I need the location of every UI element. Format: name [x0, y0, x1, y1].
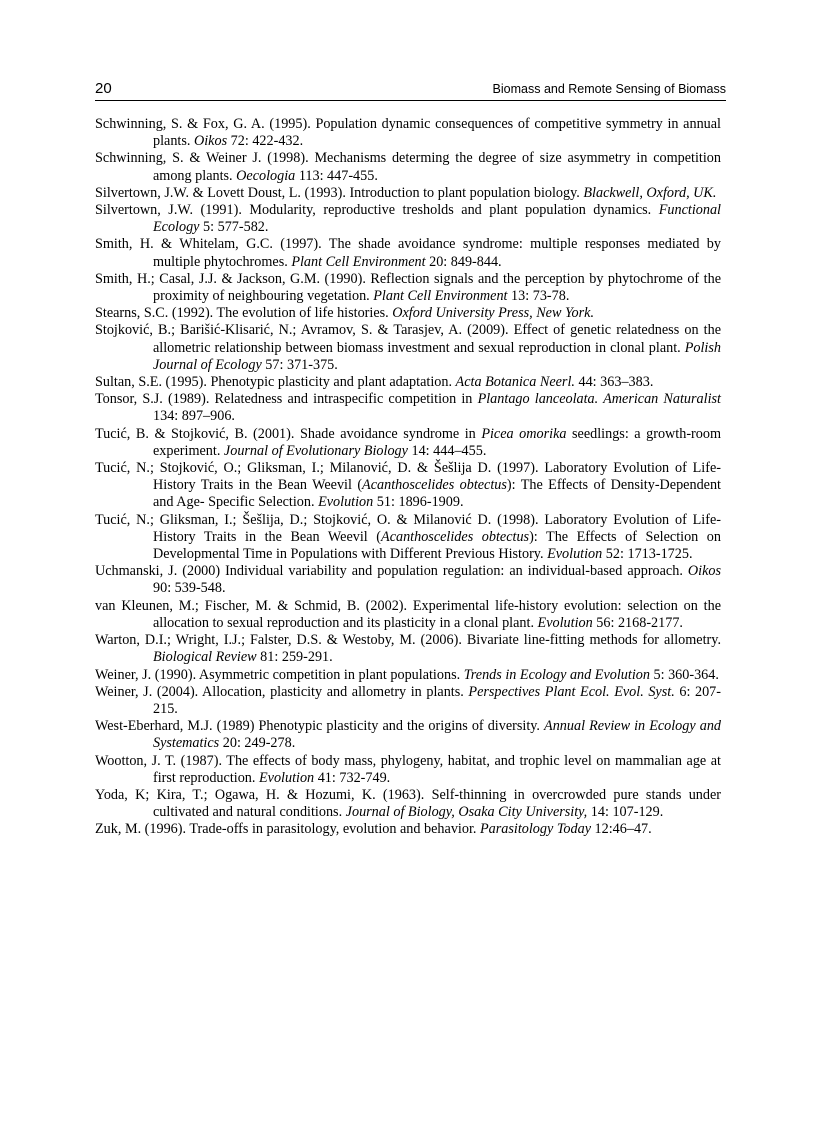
- reference-entry: [95, 236, 721, 270]
- reference-source: Oecologia: [236, 167, 296, 184]
- page-number: 20: [95, 80, 112, 97]
- reference-text: Schwinning, S. & Weiner J. (1998). Mechanisms determing the degree of size asymmetry in competition among plants.: [95, 150, 721, 184]
- reference-source: Trends in Ecology and Evolution: [463, 666, 650, 683]
- reference-entry: [95, 753, 721, 787]
- reference-text: Silvertown, J.W. & Lovett Doust, L. (1993). Introduction to plant population biology.: [95, 184, 584, 201]
- reference-source: Evolution: [258, 769, 315, 786]
- reference-text: seedlings: a growth-room experiment.: [153, 425, 722, 459]
- reference-text: 12:46–47.: [591, 821, 652, 838]
- reference-source: Evolution: [547, 546, 603, 563]
- reference-text: Sultan, S.E. (1995). Phenotypic plasticity and plant adaptation.: [95, 374, 456, 391]
- reference-entry: [95, 185, 721, 202]
- reference-entry: [95, 271, 721, 305]
- reference-text: 52: 1713-1725.: [602, 546, 693, 563]
- reference-text: Schwinning, S. & Fox, G. A. (1995). Population dynamic consequences of competitive symmetry in annual plants.: [95, 116, 721, 150]
- reference-source: Plant Cell Environment: [373, 288, 508, 305]
- reference-entry: [95, 116, 721, 150]
- reference-text: 113: 447-455.: [295, 167, 378, 184]
- reference-source: Oxford University Press, New York.: [392, 305, 595, 322]
- reference-text: West-Eberhard, M.J. (1989) Phenotypic plasticity and the origins of diversity.: [95, 718, 545, 735]
- reference-text: 5: 360-364.: [649, 666, 719, 683]
- reference-text: 20: 249-278.: [219, 735, 296, 752]
- reference-entry: [95, 667, 721, 684]
- reference-text: 6: 207-215.: [153, 683, 721, 717]
- reference-text: 20: 849-844.: [425, 253, 502, 270]
- reference-text: Tonsor, S.J. (1989). Relatedness and intraspecific competition in: [95, 391, 478, 408]
- reference-text: Uchmanski, J. (2000) Individual variability and population regulation: an individual-based approach.: [95, 563, 688, 580]
- reference-source: Evolution: [537, 614, 593, 631]
- reference-text: 14: 107-129.: [587, 804, 664, 821]
- reference-source: Plantago lanceolata. American Naturalist: [477, 391, 721, 408]
- reference-source: Biological Review: [153, 649, 257, 666]
- reference-text: Tucić, B. & Stojković, B. (2001). Shade avoidance syndrome in: [95, 425, 482, 442]
- reference-text: 72: 422-432.: [227, 133, 304, 150]
- reference-entry: [95, 598, 721, 632]
- reference-text: Stearns, S.C. (1992). The evolution of life histories.: [95, 305, 393, 322]
- reference-text: Tucić, N.; Gliksman, I.; Šešlija, D.; Stojković, O. & Milanović D. (1998). Laboratory Evolution of Life-History Traits in the Bean Weevil (: [95, 511, 721, 545]
- reference-source: Acanthoscelides obtectus: [381, 528, 530, 545]
- reference-entry: [95, 202, 721, 236]
- reference-entry: [95, 684, 721, 718]
- reference-text: van Kleunen, M.; Fischer, M. & Schmid, B. (2002). Experimental life-history evolution: selection on the allocation to sexual reproduction and its plasticity in a clonal plant.: [95, 597, 721, 631]
- reference-text: Weiner, J. (2004). Allocation, plasticity and allometry in plants.: [95, 683, 469, 700]
- reference-source: Annual Review in Ecology and Systematics: [153, 718, 722, 752]
- reference-text: Zuk, M. (1996). Trade-offs in parasitology, evolution and behavior.: [95, 821, 480, 838]
- reference-text: Smith, H.; Casal, J.J. & Jackson, G.M. (1990). Reflection signals and the perception by phytochrome of the proximity of neighbouring vegetation.: [95, 270, 721, 305]
- reference-text: Silvertown, J.W. (1991). Modularity, reproductive tresholds and plant population dynamics.: [95, 202, 659, 219]
- reference-entry: [95, 460, 721, 512]
- reference-source: Journal of Evolutionary Biology: [223, 442, 408, 459]
- reference-source: Perspectives Plant Ecol. Evol. Syst.: [468, 683, 675, 700]
- reference-entry: [95, 563, 721, 597]
- reference-entry: [95, 150, 721, 184]
- reference-text: Smith, H. & Whitelam, G.C. (1997). The shade avoidance syndrome: multiple responses mediated by multiple phytochromes.: [95, 236, 721, 270]
- reference-text: Tucić, N.; Stojković, O.; Gliksman, I.; Milanović, D. & Šešlija D. (1997). Laboratory Evolution of Life-History Traits in the Bean Weevil (: [95, 460, 721, 494]
- reference-source: Picea omorika: [481, 425, 567, 442]
- reference-source: Parasitology Today: [479, 821, 591, 838]
- reference-text: ): The Effects of Density-Dependent and Age- Specific Selection.: [153, 477, 721, 511]
- reference-source: Oikos: [687, 563, 721, 580]
- reference-source: Plant Cell Environment: [291, 253, 426, 270]
- reference-text: Stojković, B.; Barišić-Klisarić, N.; Avramov, S. & Tarasjev, A. (2009). Effect of genetic relatedness on the allometric relationship between biomass investment and sexual reproduction in clonal plant.: [95, 322, 721, 356]
- reference-entry: [95, 718, 721, 752]
- reference-entry: [95, 821, 721, 838]
- reference-text: Wootton, J. T. (1987). The effects of body mass, phylogeny, habitat, and trophic level on mammalian age at first reproduction.: [95, 752, 721, 786]
- reference-text: 56: 2168-2177.: [592, 614, 683, 631]
- reference-entry: [95, 305, 721, 322]
- reference-text: 14: 444–455.: [407, 442, 487, 459]
- reference-text: 44: 363–383.: [574, 374, 654, 391]
- reference-entry: [95, 391, 721, 425]
- reference-list: [95, 116, 721, 839]
- reference-text: Warton, D.I.; Wright, I.J.; Falster, D.S. & Westoby, M. (2006). Bivariate line-fitting methods for allometry.: [95, 632, 721, 649]
- running-title: Biomass and Remote Sensing of Biomass: [492, 82, 726, 96]
- reference-source: Evolution: [318, 494, 374, 511]
- reference-source: Functional Ecology: [153, 202, 721, 236]
- reference-text: 13: 73-78.: [507, 288, 570, 305]
- reference-text: Weiner, J. (1990). Asymmetric competition in plant populations.: [95, 666, 464, 683]
- reference-source: Acta Botanica Neerl.: [455, 374, 575, 391]
- reference-text: 81: 259-291.: [256, 649, 333, 666]
- reference-source: Blackwell, Oxford, UK.: [583, 184, 717, 201]
- reference-text: 5: 577-582.: [199, 219, 269, 236]
- reference-entry: [95, 787, 721, 821]
- reference-text: 134: 897–906.: [153, 408, 235, 425]
- reference-text: 90: 539-548.: [153, 580, 226, 597]
- reference-entry: [95, 426, 721, 460]
- reference-entry: [95, 374, 721, 391]
- reference-entry: [95, 512, 721, 564]
- reference-entry: [95, 632, 721, 666]
- reference-source: Oikos: [193, 133, 228, 150]
- reference-text: Yoda, K; Kira, T.; Ogawa, H. & Hozumi, K. (1963). Self-thinning in overcrowded pure stands under cultivated and natural conditions.: [95, 786, 721, 821]
- reference-text: 41: 732-749.: [314, 769, 391, 786]
- reference-entry: [95, 322, 721, 374]
- page-header: [95, 80, 726, 101]
- reference-source: Acanthoscelides obtectus: [362, 477, 507, 494]
- reference-text: 51: 1896-1909.: [373, 494, 464, 511]
- reference-source: Polish Journal of Ecology: [153, 339, 721, 373]
- reference-text: 57: 371-375.: [261, 356, 338, 373]
- reference-text: ): The Effects of Selection on Developmental Time in Populations with Different Previous History.: [153, 528, 721, 563]
- reference-source: Journal of Biology, Osaka City University,: [345, 804, 588, 821]
